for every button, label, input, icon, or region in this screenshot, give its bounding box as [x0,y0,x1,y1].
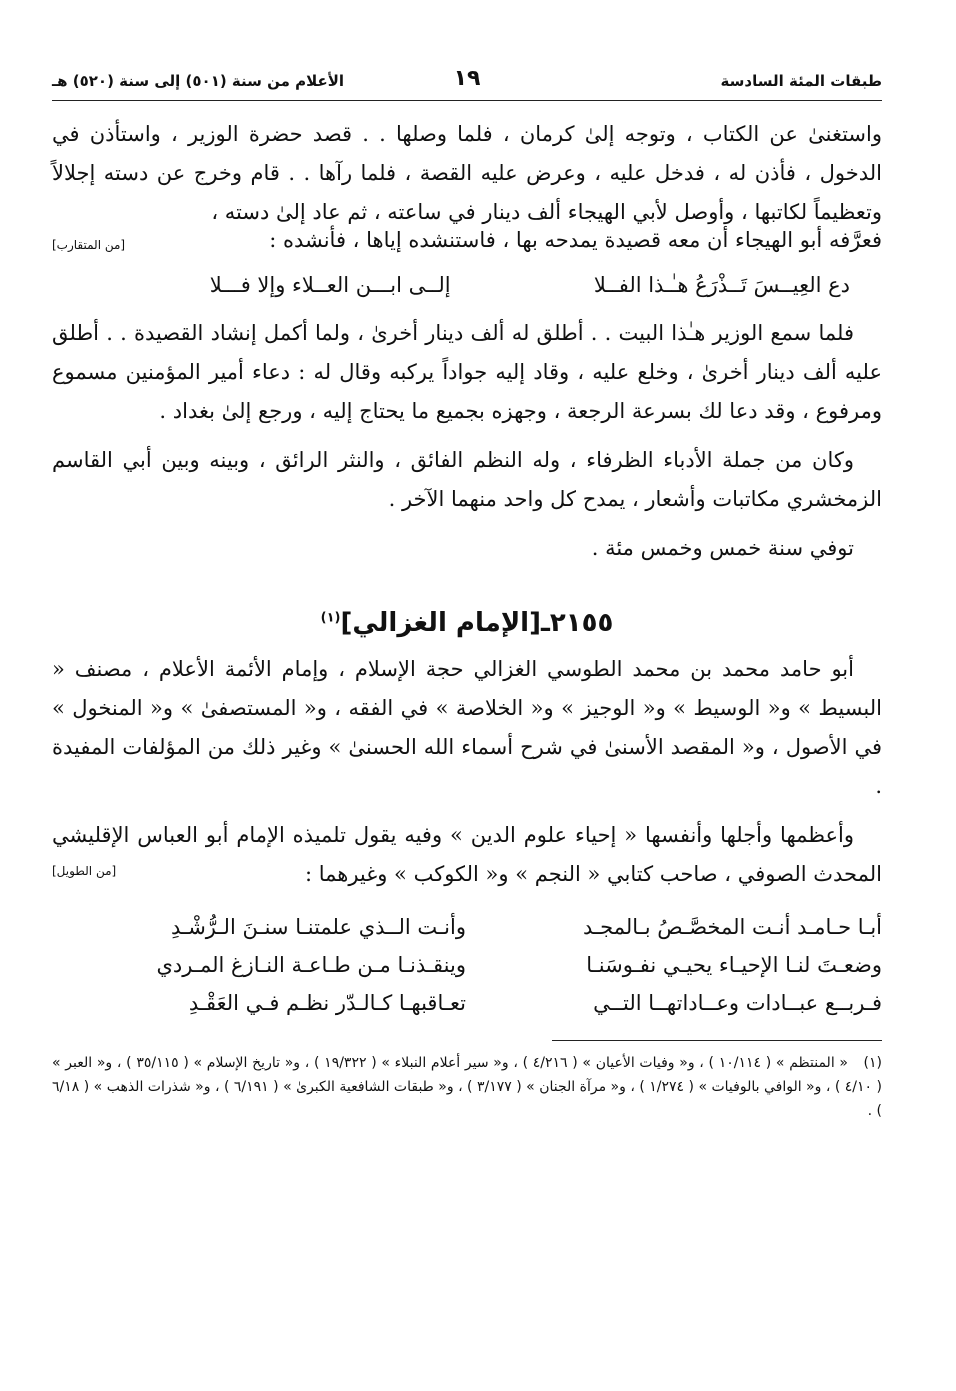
verse-line [52,908,882,946]
meter-line [52,864,882,908]
verse-line [52,984,882,1022]
paragraph: واستغنىٰ عن الكتاب ، وتوجه إلىٰ كرمان ، فلما وصلها . . قصد حضرة الوزير ، واستأذن في الدخول ، فأذن له ، فدخل عليه ، وعرض عليه القصة ، فلما رآها . . قام وخرج عن دسته إجلالاً وتعظيماً لكاتبها ، وأوصل لأبي الهيجاء ألف دينار في ساعته ، ثم عاد إلىٰ دسته ، [52,122,882,224]
verse-hemistich-second: وأنـت الــذي علمتنـا سنـنَ الـرُّشْـدِ [171,915,466,939]
poem [52,908,882,1022]
verse-line [52,946,882,984]
verse-intro: فعرَّفه أبو الهيجاء أن معه قصيدة يمدحه بها ، فاستنشده إياها ، فأنشده : [269,228,882,252]
paragraph: وأعظمها وأجلها وأنفسها « إحياء علوم الدين » وفيه يقول تلميذه الإمام أبو العباس الإقليشي المحدث الصوفي ، صاحب كتابي « النجم » و« الكوكب » وغيرهما : [52,823,882,886]
footnote-divider [552,1040,882,1041]
verse-hemistich-first: أبـا حـامـد أنـت المخصَّـصُ بـالمجـد [582,915,882,939]
paragraph: فلما سمع الوزير هـٰذا البيت . . أطلق له ألف دينار أخرىٰ ، ولما أكمل إنشاد القصيدة . . أطلق عليه ألف دينار أخرىٰ ، وخلع عليه ، وقاد إليه جواداً يركبه وقال له : دعاء أمير المؤمنين مسموع ومرفوع ، وقد دعا لك بسرعة الرجعة ، وجهزه بجميع ما يحتاج إليه ، ورجع إلىٰ بغداد . [52,321,882,423]
verse-hemistich-second: إلــى ابـــن العــلاء وإلا فـــلا [209,273,451,297]
verse-hemistich-second: تعـاقبهـا كـالـدّر نظـم فـي العَقْـدِ [188,991,466,1015]
paragraph: توفي سنة خمس وخمس مئة . [591,536,854,560]
verse-hemistich-second: وينقـذنـا مـن طـاعـة النـازغ المـردي [156,953,466,977]
section-heading [52,608,882,638]
book-title: طبقات المئة السادسة [720,72,882,90]
section-title: [الإمام الغزالي] [340,608,541,638]
page-number: ١٩ [453,66,481,91]
footnote-ref: (١) [320,610,341,626]
verse-line [52,266,882,304]
footnote-text: « المنتظم » ( ١٠/١١٤ ) ، و« وفيات الأعيان » ( ٤/٢١٦ ) ، و« سير أعلام النبلاء » ( ١٩/٣٢٢ ) ، و« تاريخ الإسلام » ( ٣٥/١١٥ ) ، و« العبر » ( ٤/١٠ ) ، و« الوافي بالوفيات » ( ١/٢٧٤ ) ، و« مرآة الجنان » ( ٣/١٧٧ ) ، و« طبقات الشافعية الكبرىٰ » ( ٦/١٩١ ) ، و« شذرات الذهب » ( ٦/١٨ ) . [52,1055,882,1119]
section-number: ٢١٥٥ـ [540,608,614,638]
meter-label: [من المتقارب] [52,238,126,252]
paragraph: وكان من جملة الأدباء الظرفاء ، وله النظم الفائق ، والنثر الرائق ، وبينه وبين أبي القاسم الزمخشري مكاتبات وأشعار ، يمدح كل واحد منهما الآخر . [52,448,882,511]
meter-label: [من الطويل] [52,864,117,878]
verse-intro-line [52,228,882,258]
verse-hemistich-first: وضعـتَ لنـا الإحيـاء يحيـي نفـوسَنـا [586,953,882,977]
book-page [52,60,882,1360]
footnote-number: (١) [863,1055,882,1071]
range-title: الأعلام من سنة (٥٠١) إلى سنة (٥٢٠) هـ [52,72,345,90]
footnotes [52,1051,882,1123]
paragraph: أبو حامد محمد بن محمد الطوسي الغزالي حجة الإسلام ، وإمام الأئمة الأعلام ، مصنف « البسيط » و« الوسيط » و« الوجيز » و« الخلاصة » في الفقه ، و« المستصفىٰ » و« المنخول » في الأصول ، و« المقصد الأسنىٰ في شرح أسماء الله الحسنىٰ » وغير ذلك من المؤلفات المفيدة . [52,657,882,798]
page-header [52,60,882,101]
verse-hemistich-first: فـربــع عبــادات وعــاداتهــا التــي [593,991,882,1015]
verse-hemistich-first: دع العِيــسَ تَــذْرَعُ هـٰـذا الفــلا [593,273,850,297]
